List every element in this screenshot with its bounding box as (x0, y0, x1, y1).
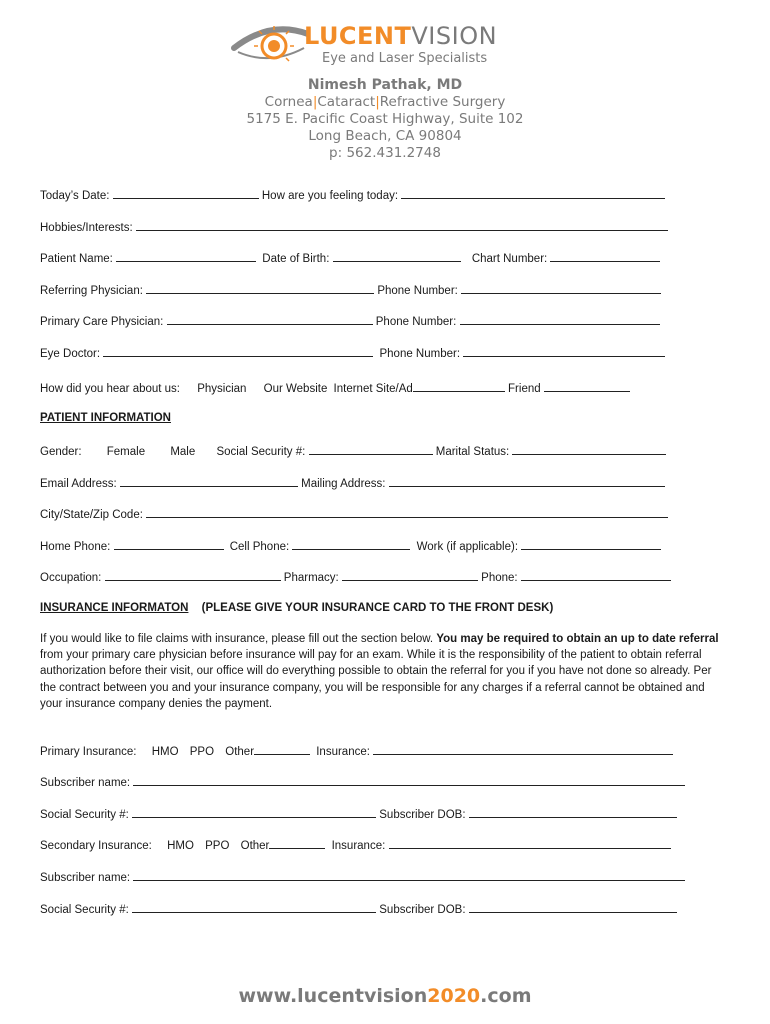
primary-ssn-label: Social Security #: (40, 809, 129, 821)
row-secondary-subscriber (40, 869, 685, 885)
pharmacy-field[interactable] (342, 569, 478, 581)
eye-doctor-phone-field[interactable] (463, 345, 665, 357)
insurance-heading-row (40, 601, 553, 615)
gender-label: Gender: (40, 446, 82, 458)
primary-care-label: Primary Care Physician: (40, 316, 164, 328)
row-hear-about (40, 380, 630, 396)
primary-insurance-name-field[interactable] (373, 743, 673, 755)
how-feeling-field[interactable] (401, 187, 665, 199)
specialty-cataract: Cataract (317, 94, 376, 110)
chart-number-label: Chart Number: (471, 253, 548, 265)
specialty-cornea: Cornea (264, 94, 313, 110)
city-field[interactable] (146, 506, 668, 518)
primary-ppo-option[interactable]: PPO (189, 746, 215, 758)
insurance-para-body: from your primary care physician before insurance will pay for an exam. While it is the responsibility of the patient to obtain referral authorization before their visit, our office will do everything possible to obtain the referral for you if you have not done so already. Per the contract between you and your insurance company, you will be responsible for any charges if a referral cannot be obtained and your insurance company denies the payment. (40, 649, 712, 710)
dob-label: Date of Birth: (262, 253, 330, 265)
row-eye-doctor (40, 345, 665, 361)
brand-name (304, 22, 497, 50)
insurance-para-bold: You may be required to obtain an up to date referral (436, 633, 719, 645)
internet-site-field[interactable] (413, 380, 505, 392)
work-label: Work (if applicable): (416, 541, 519, 553)
secondary-ssn-field[interactable] (132, 901, 376, 913)
patient-info-heading: PATIENT INFORMATION (40, 412, 171, 424)
address-line-2: Long Beach, CA 90804 (308, 128, 462, 144)
website-url-part-3: .com (480, 985, 532, 1007)
row-gender (40, 443, 666, 459)
row-secondary-insurance (40, 837, 671, 853)
row-city (40, 506, 668, 522)
secondary-insurance-label: Secondary Insurance: (40, 840, 152, 852)
row-hobbies (40, 219, 668, 235)
option-internet[interactable]: Internet Site/Ad (333, 383, 413, 395)
secondary-subscriber-field[interactable] (133, 869, 685, 881)
primary-care-field[interactable] (167, 313, 373, 325)
chart-number-field[interactable] (550, 250, 660, 262)
insurance-card-note: (PLEASE GIVE YOUR INSURANCE CARD TO THE FRONT DESK) (201, 602, 554, 614)
specialty-refractive: Refractive Surgery (379, 94, 506, 110)
primary-dob-label: Subscriber DOB: (379, 809, 466, 821)
secondary-insurance-name-label: Insurance: (331, 840, 386, 852)
secondary-insurance-name-field[interactable] (389, 837, 671, 849)
secondary-other-option[interactable]: Other (240, 840, 270, 852)
insurance-para-intro: If you would like to file claims with insurance, please fill out the section below. (40, 633, 434, 645)
eye-doctor-phone-label: Phone Number: (379, 348, 461, 360)
specialties (0, 94, 770, 110)
option-physician[interactable]: Physician (197, 383, 247, 395)
todays-date-field[interactable] (113, 187, 259, 199)
pharmacy-phone-field[interactable] (521, 569, 671, 581)
todays-date-label: Today’s Date: (40, 190, 110, 202)
referring-physician-field[interactable] (146, 282, 374, 294)
marital-field[interactable] (512, 443, 666, 455)
primary-dob-field[interactable] (469, 806, 677, 818)
cell-phone-field[interactable] (292, 538, 410, 550)
primary-subscriber-label: Subscriber name: (40, 777, 131, 789)
city-label: City/State/Zip Code: (40, 509, 143, 521)
patient-name-field[interactable] (116, 250, 256, 262)
primary-care-phone-field[interactable] (460, 313, 660, 325)
row-primary-care (40, 313, 660, 329)
ssn-field[interactable] (309, 443, 433, 455)
mailing-field[interactable] (389, 475, 665, 487)
secondary-other-field[interactable] (269, 837, 325, 849)
marital-label: Marital Status: (435, 446, 510, 458)
primary-other-option[interactable]: Other (225, 746, 255, 758)
secondary-ssn-label: Social Security #: (40, 904, 129, 916)
brand-tagline: Eye and Laser Specialists (322, 51, 488, 66)
website-url[interactable] (0, 985, 770, 1007)
email-field[interactable] (120, 475, 298, 487)
doctor-name: Nimesh Pathak, MD (307, 77, 463, 93)
mailing-label: Mailing Address: (301, 478, 386, 490)
website-url-part-2: 2020 (427, 985, 481, 1007)
email-label: Email Address: (40, 478, 117, 490)
primary-other-field[interactable] (254, 743, 310, 755)
gender-female-option[interactable]: Female (106, 446, 146, 458)
hear-about-label: How did you hear about us: (40, 383, 181, 395)
dob-field[interactable] (333, 250, 461, 262)
row-phones (40, 538, 661, 554)
hobbies-field[interactable] (136, 219, 668, 231)
specialty-divider: | (312, 94, 318, 110)
hobbies-label: Hobbies/Interests: (40, 222, 133, 234)
pharmacy-phone-label: Phone: (481, 572, 518, 584)
row-primary-subscriber (40, 774, 685, 790)
secondary-ppo-option[interactable]: PPO (205, 840, 230, 852)
row-email (40, 475, 665, 491)
referring-phone-field[interactable] (461, 282, 661, 294)
insurance-heading: INSURANCE INFORMATON (40, 602, 189, 614)
row-patient-name (40, 250, 660, 266)
home-phone-label: Home Phone: (40, 541, 111, 553)
how-feeling-label: How are you feeling today: (261, 190, 399, 202)
primary-insurance-label: Primary Insurance: (40, 746, 137, 758)
home-phone-field[interactable] (114, 538, 224, 550)
occupation-field[interactable] (105, 569, 281, 581)
gender-male-option[interactable]: Male (170, 446, 196, 458)
pharmacy-label: Pharmacy: (283, 572, 339, 584)
secondary-hmo-option[interactable]: HMO (167, 840, 194, 852)
row-primary-ssn (40, 806, 677, 822)
row-secondary-ssn (40, 901, 677, 917)
primary-subscriber-field[interactable] (133, 774, 685, 786)
website-url-part-1: www.lucentvision (238, 985, 428, 1007)
address-line-1: 5175 E. Pacific Coast Highway, Suite 102 (246, 111, 524, 127)
secondary-dob-label: Subscriber DOB: (379, 904, 466, 916)
primary-ssn-field[interactable] (132, 806, 376, 818)
brand-name-lucent: LUCENT (304, 22, 412, 50)
work-field[interactable] (521, 538, 661, 550)
ssn-label: Social Security #: (216, 446, 306, 458)
option-friend[interactable]: Friend (508, 383, 541, 395)
secondary-subscriber-label: Subscriber name: (40, 872, 131, 884)
referring-physician-label: Referring Physician: (40, 285, 143, 297)
patient-name-label: Patient Name: (40, 253, 113, 265)
option-website[interactable]: Our Website (263, 383, 328, 395)
office-phone: p: 562.431.2748 (329, 145, 441, 161)
friend-field[interactable] (544, 380, 630, 392)
eye-logo-icon (230, 18, 310, 64)
specialty-divider: | (375, 94, 380, 110)
insurance-paragraph (40, 631, 720, 712)
secondary-dob-field[interactable] (469, 901, 677, 913)
eye-doctor-field[interactable] (103, 345, 373, 357)
row-referring (40, 282, 661, 298)
primary-insurance-name-label: Insurance: (316, 746, 370, 758)
primary-care-phone-label: Phone Number: (375, 316, 457, 328)
row-primary-insurance (40, 743, 673, 759)
primary-hmo-option[interactable]: HMO (151, 746, 179, 758)
occupation-label: Occupation: (40, 572, 102, 584)
cell-phone-label: Cell Phone: (229, 541, 290, 553)
referring-phone-label: Phone Number: (377, 285, 458, 297)
eye-doctor-label: Eye Doctor: (40, 348, 101, 360)
brand-name-vision: VISION (411, 22, 498, 50)
row-date-feeling (40, 187, 665, 203)
row-occupation (40, 569, 671, 585)
